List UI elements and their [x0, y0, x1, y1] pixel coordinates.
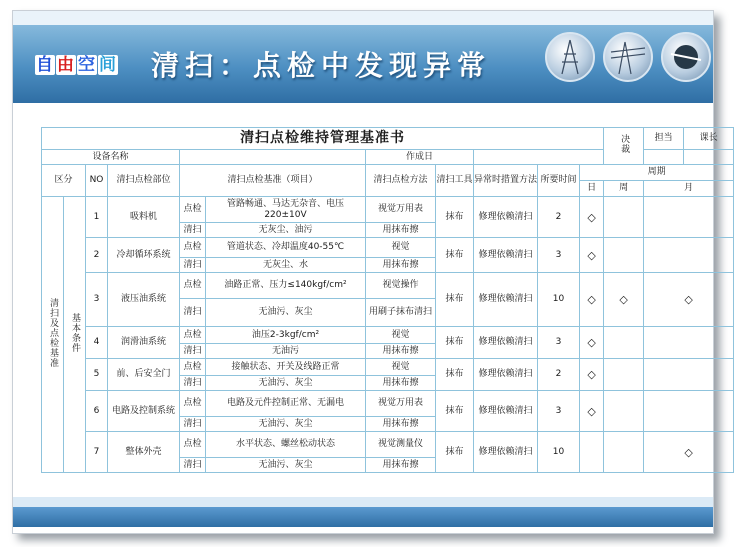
maintenance-standard-table [41, 127, 734, 473]
row-type: 点检 [180, 432, 206, 458]
row-time: 3 [538, 391, 580, 432]
row-type: 清扫 [180, 458, 206, 473]
area-sub [64, 197, 86, 473]
row-month: ◇ [644, 432, 734, 473]
row-month [644, 391, 734, 432]
col-area: 区分 [42, 165, 86, 197]
footer-strip [13, 497, 713, 507]
row-tool: 抹布 [436, 238, 474, 273]
row-tool: 抹布 [436, 432, 474, 473]
row-day [580, 432, 604, 473]
row-no: 7 [86, 432, 108, 473]
row-standard: 无灰尘、水 [206, 258, 366, 273]
row-method: 视觉 [366, 238, 436, 258]
power-tower-image [545, 32, 595, 82]
logo [35, 50, 119, 75]
row-type: 点检 [180, 359, 206, 376]
row-handling: 修理依赖清扫 [474, 238, 538, 273]
row-time: 10 [538, 273, 580, 327]
row-part: 冷却循环系统 [108, 238, 180, 273]
col-handling: 异常时措置方法 [474, 165, 538, 197]
row-standard: 无灰尘、油污 [206, 223, 366, 238]
owner-sign-cell [644, 150, 684, 165]
row-tool: 抹布 [436, 391, 474, 432]
row-no: 3 [86, 273, 108, 327]
row-week [604, 359, 644, 391]
row-handling: 修理依赖清扫 [474, 359, 538, 391]
row-no: 1 [86, 197, 108, 238]
row-standard: 无油污、灰尘 [206, 299, 366, 327]
row-type: 清扫 [180, 344, 206, 359]
cycle-day: 日 [580, 181, 604, 197]
row-day: ◇ [580, 197, 604, 238]
row-method: 视觉 [366, 359, 436, 376]
col-tool: 清扫工具 [436, 165, 474, 197]
row-month [644, 238, 734, 273]
row-standard: 管路畅通、马达无杂音、电压220±10V [206, 197, 366, 223]
area-main-text: 清扫及点检基准 [48, 297, 58, 368]
chief-sign-cell [684, 150, 734, 165]
cycle-week: 周 [604, 181, 644, 197]
row-week [604, 238, 644, 273]
row-type: 清扫 [180, 299, 206, 327]
row-day: ◇ [580, 327, 604, 359]
row-time: 3 [538, 238, 580, 273]
row-day: ◇ [580, 273, 604, 327]
row-type: 清扫 [180, 223, 206, 238]
row-part: 吸料机 [108, 197, 180, 238]
row-tool: 抹布 [436, 197, 474, 238]
col-standard: 清扫点检基准（项目） [180, 165, 366, 197]
row-handling: 修理依赖清扫 [474, 391, 538, 432]
table-row [42, 197, 734, 223]
row-method: 用抹布擦 [366, 344, 436, 359]
banner-top-strip [13, 11, 713, 25]
row-handling: 修理依赖清扫 [474, 197, 538, 238]
row-method: 用刷子抹布清扫 [366, 299, 436, 327]
header-banner [13, 25, 713, 103]
row-month [644, 197, 734, 238]
row-tool: 抹布 [436, 327, 474, 359]
area-sub-text: 基本条件 [70, 312, 80, 353]
owner-label: 担当 [644, 128, 684, 150]
row-type: 点检 [180, 327, 206, 344]
table-row [42, 238, 734, 258]
row-type: 清扫 [180, 376, 206, 391]
globe-image [661, 32, 711, 82]
logo-char: 由 [57, 55, 75, 75]
device-name-value [180, 150, 366, 165]
row-type: 点检 [180, 391, 206, 417]
row-part: 前、后安全门 [108, 359, 180, 391]
row-part: 润滑油系统 [108, 327, 180, 359]
row-day: ◇ [580, 359, 604, 391]
power-line-image [603, 32, 653, 82]
row-type: 点检 [180, 273, 206, 299]
row-standard: 油路正常、压力≤140kgf/cm² [206, 273, 366, 299]
table-row [42, 327, 734, 344]
row-method: 视觉操作 [366, 273, 436, 299]
document-title: 清扫点检维持管理基准书 [42, 128, 604, 150]
row-method: 用抹布擦 [366, 223, 436, 238]
row-standard: 水平状态、螺丝松动状态 [206, 432, 366, 458]
row-month [644, 359, 734, 391]
row-standard: 无油污、灰尘 [206, 458, 366, 473]
row-week [604, 432, 644, 473]
row-tool: 抹布 [436, 273, 474, 327]
cycle-month: 月 [644, 181, 734, 197]
col-cycle: 周期 [580, 165, 734, 181]
row-handling: 修理依赖清扫 [474, 327, 538, 359]
row-standard: 接触状态、开关及线路正常 [206, 359, 366, 376]
author-label: 作成日 [366, 150, 474, 165]
footer-bar [13, 507, 713, 527]
row-standard: 电路及元件控制正常、无漏电 [206, 391, 366, 417]
row-type: 清扫 [180, 258, 206, 273]
table-row [42, 391, 734, 417]
row-no: 6 [86, 391, 108, 432]
logo-char: 自 [36, 55, 54, 75]
row-week [604, 327, 644, 359]
row-week [604, 197, 644, 238]
decision-text: 决裁 [619, 134, 630, 154]
table-row [42, 432, 734, 458]
row-method: 用抹布擦 [366, 258, 436, 273]
row-time: 2 [538, 359, 580, 391]
row-day: ◇ [580, 238, 604, 273]
row-time: 2 [538, 197, 580, 238]
row-type: 清扫 [180, 417, 206, 432]
row-method: 用抹布擦 [366, 376, 436, 391]
row-method: 视觉万用表 [366, 391, 436, 417]
row-standard: 无油污、灰尘 [206, 417, 366, 432]
row-type: 点检 [180, 197, 206, 223]
row-standard: 无油污 [206, 344, 366, 359]
row-week: ◇ [604, 273, 644, 327]
col-method: 清扫点检方法 [366, 165, 436, 197]
col-time: 所要时间 [538, 165, 580, 197]
row-method: 用抹布擦 [366, 458, 436, 473]
row-part: 整体外壳 [108, 432, 180, 473]
row-no: 2 [86, 238, 108, 273]
area-main [42, 197, 64, 473]
row-standard: 油压2-3kgf/cm² [206, 327, 366, 344]
page-title: 清扫：点检中发现异常 [151, 49, 492, 82]
table-row [42, 359, 734, 376]
row-no: 5 [86, 359, 108, 391]
row-month: ◇ [644, 273, 734, 327]
row-week [604, 391, 644, 432]
device-name-label: 设备名称 [42, 150, 180, 165]
author-value [474, 150, 604, 165]
row-time: 3 [538, 327, 580, 359]
logo-char: 空 [78, 55, 96, 75]
row-tool: 抹布 [436, 359, 474, 391]
decision-label [604, 128, 644, 165]
row-standard: 管道状态、冷却温度40-55℃ [206, 238, 366, 258]
col-no: NO [86, 165, 108, 197]
row-type: 点检 [180, 238, 206, 258]
row-no: 4 [86, 327, 108, 359]
row-time: 10 [538, 432, 580, 473]
row-method: 用抹布擦 [366, 417, 436, 432]
row-day: ◇ [580, 391, 604, 432]
row-method: 视觉测量仪 [366, 432, 436, 458]
row-method: 视觉万用表 [366, 197, 436, 223]
row-handling: 修理依赖清扫 [474, 432, 538, 473]
table-row [42, 273, 734, 299]
col-part: 清扫点检部位 [108, 165, 180, 197]
row-standard: 无油污、灰尘 [206, 376, 366, 391]
row-handling: 修理依赖清扫 [474, 273, 538, 327]
row-part: 液压油系统 [108, 273, 180, 327]
row-month [644, 327, 734, 359]
slide [12, 10, 718, 534]
chief-label: 课长 [684, 128, 734, 150]
row-method: 视觉 [366, 327, 436, 344]
logo-char: 间 [99, 55, 117, 75]
row-part: 电路及控制系统 [108, 391, 180, 432]
